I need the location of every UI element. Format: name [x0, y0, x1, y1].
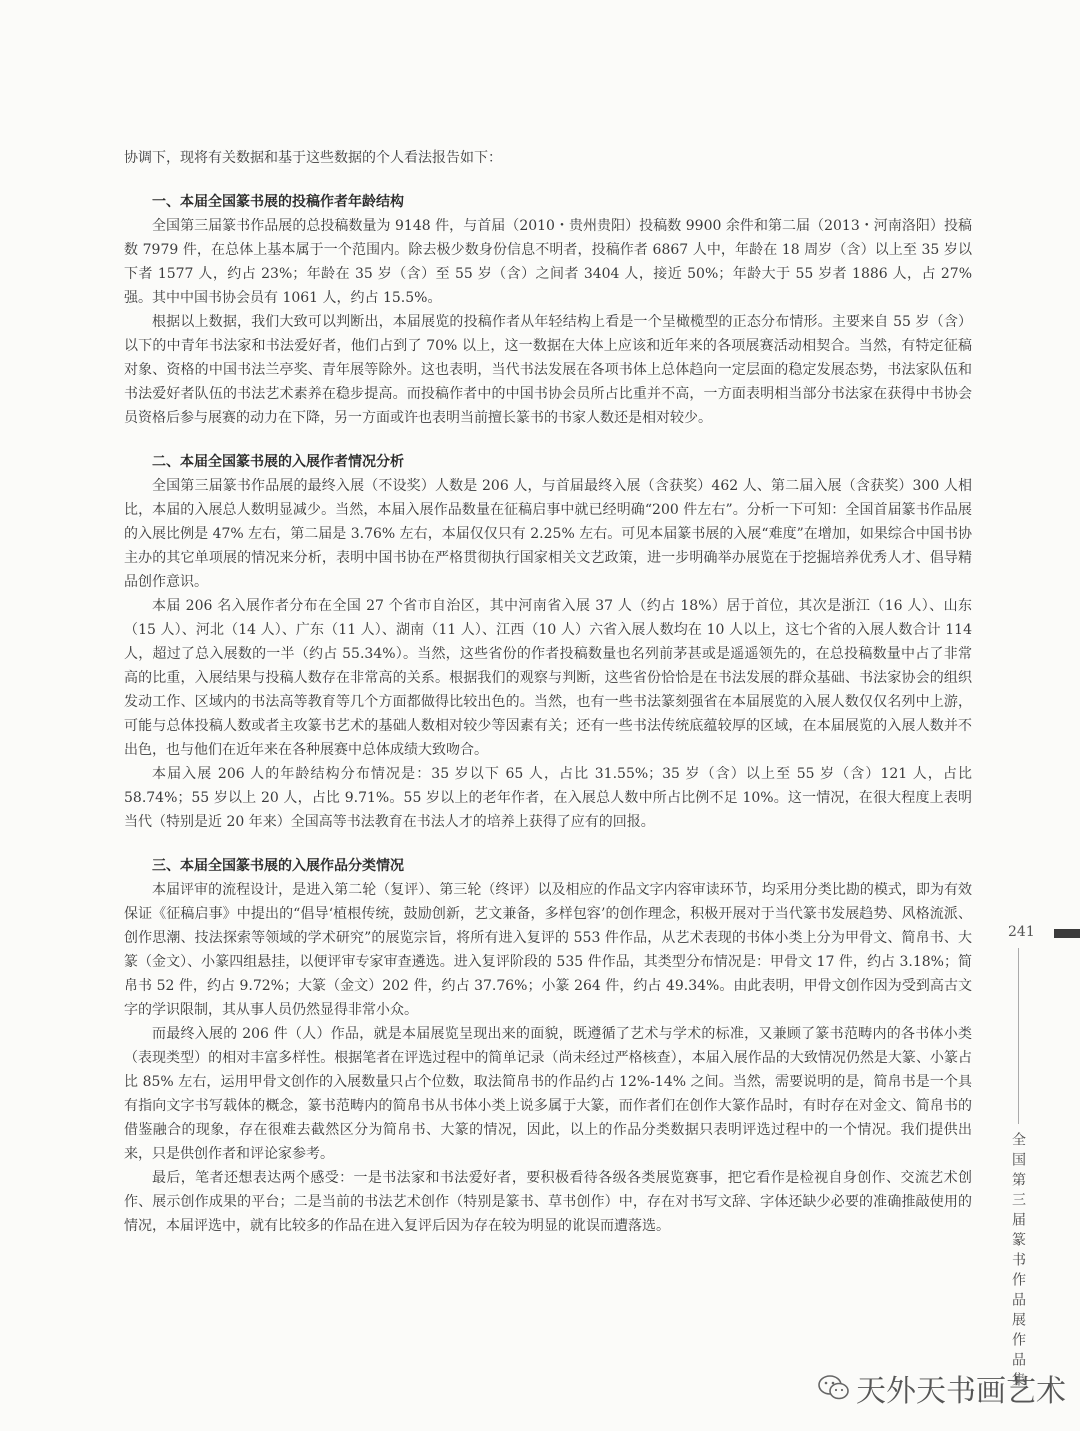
section-heading-1: 一、本届全国篆书展的投稿作者年龄结构 [152, 194, 404, 210]
paragraph: 而最终入展的 206 件（人）作品，就是本届展览呈现出来的面貌，既遵循了艺术与学术的标准，又兼顾了篆书范畴内的各书体小类（表现类型）的相对丰富多样性。根据笔者在评选过程中的简单记录（尚未经过严格核查），本届入展作品的大致情况仍然是大篆、小篆占比 85% 左右，运用甲骨文创作的入展数量只占个位数，取法简帛书的作品约占 12%-14% 之间。当然，需要说明的是，简帛书是一个具有指向文字书写载体的概念，篆书范畴内的简帛书从书体小类上说多属于大篆，而作者们在创作大篆作品时，有时存在对金文、简帛书的借鉴融合的现象，存在很难去截然区分为简帛书、大篆的情况，因此，以上的作品分类数据只表明评选过程中的一个情况。我们提供出来，只是供创作者和评论家参考。 [124, 1026, 972, 1162]
wechat-icon [818, 1374, 850, 1402]
section-heading-2: 二、本届全国篆书展的入展作者情况分析 [152, 454, 404, 470]
watermark-text: 天外天书画艺术 [856, 1374, 1066, 1409]
page-number: 241 [1008, 924, 1035, 940]
paragraph: 本届评审的流程设计，是进入第二轮（复评）、第三轮（终评）以及相应的作品文字内容审读环节，均采用分类比勘的模式，即为有效保证《征稿启事》中提出的“倡导‘植根传统，鼓励创新，艺文兼备，多样包容’的创作理念，积极开展对于当代篆书发展趋势、风格流派、创作思潮、技法探索等领域的学术研究”的展览宗旨，将所有进入复评的 553 件作品，从艺术表现的书体小类上分为甲骨文、简帛书、大篆（金文）、小篆四组悬挂，以便评审专家审查遴选。进入复评阶段的 535 件作品，其类型分布情况是：甲骨文 17 件，约占 3.18%；简帛书 52 件，约占 9.72%；大篆（金文）202 件，约占 37.76%；小篆 264 件，约占 49.34%。由此表明，甲骨文创作因为受到高古文字的学识限制，其从事人员仍然显得非常小众。 [124, 882, 972, 1018]
paragraph: 最后，笔者还想表达两个感受：一是书法家和书法爱好者，要积极看待各级各类展览赛事，把它看作是检视自身创作、交流艺术创作、展示创作成果的平台；二是当前的书法艺术创作（特别是篆书、草书创作）中，存在对书写文辞、字体还缺少必要的准确推敲使用的情况，本届评选中，就有比较多的作品在进入复评后因为存在较为明显的讹误而遭落选。 [124, 1170, 972, 1234]
intro-paragraph: 协调下，现将有关数据和基于这些数据的个人看法报告如下： [124, 150, 502, 166]
paragraph: 本届 206 名入展作者分布在全国 27 个省市自治区，其中河南省入展 37 人（约占 18%）居于首位，其次是浙江（16 人）、山东（15 人）、河北（14 人）、广东（11 人）、湖南（11 人）、江西（10 人）六省入展人数均在 10 人以上，这七个省的入展人数合计 114 人，超过了总入展数的一半（约占 55.34%）。当然，这些省份的作者投稿数量也名列前茅甚或是遥遥领先的，在总投稿数量中占了非常高的比重，入展结果与投稿人数存在非常高的关系。根据我们的观察与判断，这些省份恰恰是在书法发展的群众基础、书法家协会的组织发动工作、区域内的书法高等教育等几个方面都做得比较出色的。当然，也有一些书法篆刻强省在本届展览的入展人数仅仅名列中上游，可能与总体投稿人数或者主攻篆书艺术的基础人数相对较少等因素有关；还有一些书法传统底蕴较厚的区域，在本届展览的入展人数并不出色，也与他们在近年来在各种展赛中总体成绩大致吻合。 [124, 598, 972, 758]
article-body [124, 146, 972, 1238]
side-divider-line [1018, 948, 1019, 1124]
section-heading-3: 三、本届全国篆书展的入展作品分类情况 [152, 858, 404, 874]
paragraph: 本届入展 206 人的年龄结构分布情况是：35 岁以下 65 人，占比 31.55%；35 岁（含）以上至 55 岁（含）121 人，占比 58.74%；55 岁以上 20 人，占比 9.71%。55 岁以上的老年作者，在入展总人数中所占比例不足 10%。这一情况，在很大程度上表明当代（特别是近 20 年来）全国高等书法教育在书法人才的培养上获得了应有的回报。 [124, 766, 972, 830]
page-marker-bar [1054, 929, 1080, 938]
running-side-title: 全国第三届篆书作品展作品集 [1010, 1132, 1026, 1392]
paragraph: 全国第三届篆书作品展的最终入展（不设奖）人数是 206 人，与首届最终入展（含获奖）462 人、第二届入展（含获奖）300 人相比，本届的入展总人数明显减少。当然，本届入展作品数量在征稿启事中就已经明确“200 件左右”。分析一下可知：全国首届篆书作品展的入展比例是 47% 左右，第二届是 3.76% 左右，本届仅仅只有 2.25% 左右。可见本届篆书展的入展“难度”在增加，如果综合中国书协主办的其它单项展的情况来分析，表明中国书协在严格贯彻执行国家相关文艺政策，进一步明确举办展览在于挖掘培养优秀人才、倡导精品创作意识。 [124, 478, 972, 590]
watermark [818, 1366, 1066, 1410]
paragraph: 根据以上数据，我们大致可以判断出，本届展览的投稿作者从年轻结构上看是一个呈橄榄型的正态分布情形。主要来自 55 岁（含）以下的中青年书法家和书法爱好者，他们占到了 70% 以上，这一数据在大体上应该和近年来的各项展赛活动相契合。当然，有特定征稿对象、资格的中国书法兰亭奖、青年展等除外。这也表明，当代书法发展在各项书体上总体趋向一定层面的稳定发展态势，书法家队伍和书法爱好者队伍的书法艺术素养在稳步提高。而投稿作者中的中国书协会员所占比重并不高，一方面表明相当部分书法家在获得中书协会员资格后参与展赛的动力在下降，另一方面或许也表明当前擅长篆书的书家人数还是相对较少。 [124, 314, 972, 426]
paragraph: 全国第三届篆书作品展的总投稿数量为 9148 件，与首届（2010・贵州贵阳）投稿数 9900 余件和第二届（2013・河南洛阳）投稿数 7979 件，在总体上基本属于一个范围内。除去极少数身份信息不明者，投稿作者 6867 人中，年龄在 18 周岁（含）以上至 35 岁以下者 1577 人，约占 23%；年龄在 35 岁（含）至 55 岁（含）之间者 3404 人，接近 50%；年龄大于 55 岁者 1886 人，占 27% 强。其中中国书协会员有 1061 人，约占 15.5%。 [124, 218, 972, 306]
